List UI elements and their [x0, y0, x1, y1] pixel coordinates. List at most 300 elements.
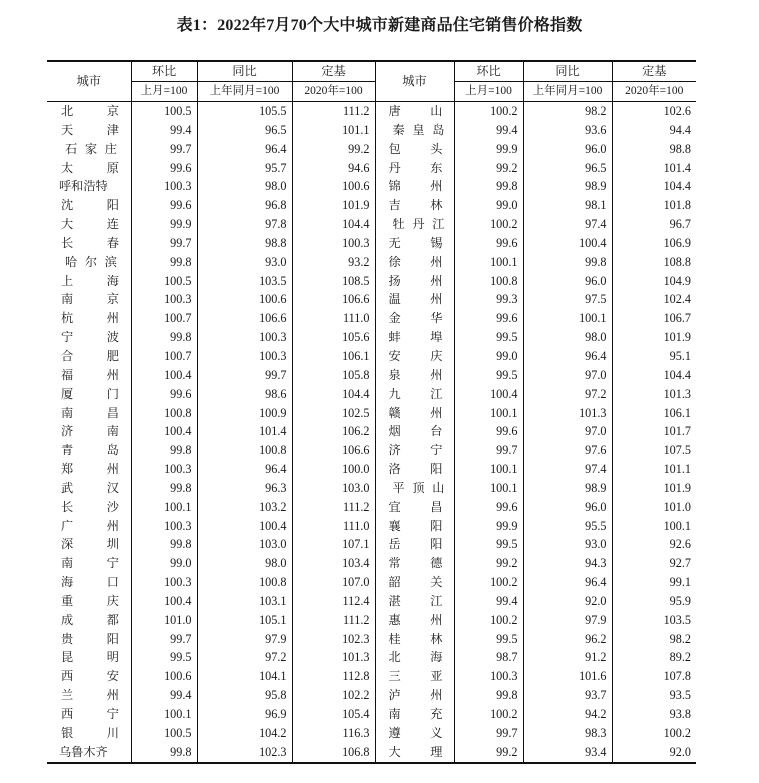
- mom-value-left: 100.8: [131, 404, 197, 423]
- base-value-right: 100.1: [612, 517, 696, 536]
- mom-value-left: 100.5: [131, 102, 197, 121]
- table-row: [47, 253, 696, 272]
- mom-value-left: 100.3: [131, 573, 197, 592]
- yoy-value-left: 97.2: [197, 648, 292, 667]
- base-value-right: 93.8: [612, 705, 696, 724]
- header-yoy-left: 同比: [197, 61, 292, 82]
- city-name-right-text: 烟台: [388, 424, 443, 439]
- yoy-value-left: 104.1: [197, 667, 292, 686]
- base-value-right: 92.7: [612, 554, 696, 573]
- base-value-left: 106.6: [292, 441, 375, 460]
- base-value-right: 92.0: [612, 743, 696, 763]
- city-name-right-text: 温州: [388, 292, 443, 307]
- table-row: [47, 404, 696, 423]
- base-value-right: 98.2: [612, 630, 696, 649]
- city-name-left: [47, 573, 131, 592]
- table-row: [47, 554, 696, 573]
- city-name-left: [47, 648, 131, 667]
- header-city-left: 城市: [47, 61, 131, 102]
- yoy-value-right: 100.4: [523, 234, 612, 253]
- subheader-mom-right: 上月=100: [454, 82, 523, 102]
- mom-value-left: 99.8: [131, 535, 197, 554]
- base-value-left: 102.3: [292, 630, 375, 649]
- city-name-left-text: 厦门: [61, 386, 119, 401]
- city-name-left-text: 哈尔滨: [65, 254, 117, 269]
- city-name-right: [375, 272, 454, 291]
- city-name-left: [47, 196, 131, 215]
- city-name-right: [375, 498, 454, 517]
- table-row: [47, 272, 696, 291]
- city-name-right-text: 吉林: [388, 198, 443, 213]
- base-value-left: 107.1: [292, 535, 375, 554]
- mom-value-right: 99.5: [454, 535, 523, 554]
- base-value-right: 101.0: [612, 498, 696, 517]
- mom-value-right: 99.6: [454, 422, 523, 441]
- mom-value-right: 99.8: [454, 686, 523, 705]
- yoy-value-left: 103.1: [197, 592, 292, 611]
- base-value-right: 108.8: [612, 253, 696, 272]
- city-name-left-text: 兰州: [61, 688, 119, 703]
- city-name-left: [47, 686, 131, 705]
- header-base-left: 定基: [292, 61, 375, 82]
- yoy-value-right: 96.0: [523, 140, 612, 159]
- city-name-right: [375, 460, 454, 479]
- city-name-right: [375, 630, 454, 649]
- yoy-value-right: 96.4: [523, 347, 612, 366]
- mom-value-right: 100.4: [454, 385, 523, 404]
- header-city-right: 城市: [375, 61, 454, 102]
- yoy-value-right: 97.5: [523, 290, 612, 309]
- table-row: [47, 328, 696, 347]
- city-name-left-text: 福州: [61, 367, 119, 382]
- city-name-right-text: 韶关: [388, 575, 443, 590]
- base-value-right: 94.4: [612, 121, 696, 140]
- city-name-left-text: 重庆: [61, 593, 119, 608]
- mom-value-left: 100.3: [131, 460, 197, 479]
- city-name-left-text: 西安: [61, 669, 119, 684]
- mom-value-right: 100.1: [454, 479, 523, 498]
- city-name-right-text: 济宁: [388, 443, 443, 458]
- subheader-base-right: 2020年=100: [612, 82, 696, 102]
- mom-value-left: 101.0: [131, 611, 197, 630]
- city-name-left: [47, 234, 131, 253]
- city-name-right: [375, 648, 454, 667]
- mom-value-right: 99.5: [454, 366, 523, 385]
- table-row: [47, 159, 696, 178]
- base-value-right: 95.1: [612, 347, 696, 366]
- city-name-right: [375, 404, 454, 423]
- table-row: [47, 743, 696, 763]
- yoy-value-right: 93.4: [523, 743, 612, 763]
- mom-value-left: 100.7: [131, 347, 197, 366]
- city-name-left: [47, 309, 131, 328]
- city-name-left: [47, 347, 131, 366]
- yoy-value-right: 94.2: [523, 705, 612, 724]
- mom-value-right: 99.5: [454, 630, 523, 649]
- city-name-right-text: 丹东: [388, 160, 443, 175]
- city-name-right-text: 九江: [388, 386, 443, 401]
- yoy-value-left: 100.3: [197, 328, 292, 347]
- base-value-right: 107.8: [612, 667, 696, 686]
- yoy-value-left: 103.2: [197, 498, 292, 517]
- base-value-left: 111.0: [292, 517, 375, 536]
- yoy-value-left: 103.5: [197, 272, 292, 291]
- mom-value-right: 99.9: [454, 140, 523, 159]
- yoy-value-right: 99.8: [523, 253, 612, 272]
- mom-value-left: 99.8: [131, 441, 197, 460]
- city-name-left: [47, 460, 131, 479]
- city-name-left: [47, 404, 131, 423]
- mom-value-left: 99.6: [131, 159, 197, 178]
- city-name-left-text: 深圳: [61, 537, 119, 552]
- subheader-yoy-left: 上年同月=100: [197, 82, 292, 102]
- base-value-left: 101.1: [292, 121, 375, 140]
- table-title: 表1：2022年7月70个大中城市新建商品住宅销售价格指数: [176, 17, 583, 34]
- mom-value-left: 100.1: [131, 498, 197, 517]
- base-value-left: 111.2: [292, 102, 375, 121]
- base-value-left: 105.8: [292, 366, 375, 385]
- city-name-left: [47, 441, 131, 460]
- base-value-right: 99.1: [612, 573, 696, 592]
- city-name-left-text: 呼和浩特: [59, 179, 108, 194]
- yoy-value-left: 100.8: [197, 573, 292, 592]
- base-value-left: 101.3: [292, 648, 375, 667]
- base-value-left: 93.2: [292, 253, 375, 272]
- city-name-left: [47, 215, 131, 234]
- mom-value-left: 100.4: [131, 366, 197, 385]
- base-value-left: 111.2: [292, 611, 375, 630]
- table-row: [47, 347, 696, 366]
- yoy-value-right: 100.1: [523, 309, 612, 328]
- table-row: [47, 196, 696, 215]
- city-name-right-text: 锦州: [388, 179, 443, 194]
- table-row: [47, 648, 696, 667]
- city-name-left: [47, 479, 131, 498]
- city-name-left: [47, 667, 131, 686]
- base-value-left: 101.9: [292, 196, 375, 215]
- mom-value-left: 99.8: [131, 479, 197, 498]
- mom-value-left: 99.5: [131, 648, 197, 667]
- yoy-value-right: 97.4: [523, 460, 612, 479]
- base-value-left: 103.0: [292, 479, 375, 498]
- yoy-value-left: 96.4: [197, 460, 292, 479]
- city-name-right: [375, 366, 454, 385]
- city-name-right: [375, 140, 454, 159]
- city-name-left: [47, 517, 131, 536]
- yoy-value-left: 95.7: [197, 159, 292, 178]
- city-name-left-text: 石家庄: [65, 141, 117, 156]
- yoy-value-left: 97.9: [197, 630, 292, 649]
- yoy-value-right: 98.1: [523, 196, 612, 215]
- city-name-left: [47, 498, 131, 517]
- city-name-left-text: 西宁: [61, 707, 119, 721]
- city-name-right-text: 宜昌: [388, 499, 443, 514]
- base-value-right: 101.9: [612, 479, 696, 498]
- base-value-left: 100.6: [292, 177, 375, 196]
- yoy-value-left: 100.4: [197, 517, 292, 536]
- city-name-right-text: 扬州: [388, 273, 443, 288]
- city-name-right: [375, 592, 454, 611]
- city-name-left: [47, 140, 131, 159]
- city-name-right: [375, 667, 454, 686]
- city-name-right: [375, 724, 454, 743]
- city-name-right: [375, 385, 454, 404]
- base-value-left: 112.4: [292, 592, 375, 611]
- city-name-left-text: 青岛: [61, 443, 119, 458]
- city-name-left-text: 南宁: [61, 556, 119, 571]
- base-value-right: 107.5: [612, 441, 696, 460]
- mom-value-right: 100.1: [454, 253, 523, 272]
- base-value-right: 96.7: [612, 215, 696, 234]
- yoy-value-right: 97.9: [523, 611, 612, 630]
- mom-value-right: 99.6: [454, 498, 523, 517]
- base-value-left: 106.1: [292, 347, 375, 366]
- city-name-right: [375, 159, 454, 178]
- city-name-left: [47, 328, 131, 347]
- yoy-value-left: 96.4: [197, 140, 292, 159]
- base-value-left: 103.4: [292, 554, 375, 573]
- yoy-value-left: 102.3: [197, 743, 292, 763]
- mom-value-left: 99.4: [131, 686, 197, 705]
- yoy-value-right: 97.0: [523, 366, 612, 385]
- yoy-value-right: 91.2: [523, 648, 612, 667]
- mom-value-left: 99.4: [131, 121, 197, 140]
- base-value-right: 106.1: [612, 404, 696, 423]
- city-name-right-text: 洛阳: [388, 462, 443, 477]
- table-row: [47, 611, 696, 630]
- table-row: [47, 102, 696, 121]
- city-name-left: [47, 272, 131, 291]
- city-name-right-text: 无锡: [388, 235, 443, 250]
- base-value-left: 102.2: [292, 686, 375, 705]
- mom-value-left: 99.6: [131, 385, 197, 404]
- base-value-left: 94.6: [292, 159, 375, 178]
- city-name-right: [375, 686, 454, 705]
- mom-value-left: 99.9: [131, 215, 197, 234]
- base-value-left: 111.0: [292, 309, 375, 328]
- table-row: [47, 667, 696, 686]
- base-value-right: 92.6: [612, 535, 696, 554]
- yoy-value-right: 94.3: [523, 554, 612, 573]
- table-row: [47, 121, 696, 140]
- city-name-left-text: 太原: [61, 160, 119, 175]
- mom-value-left: 100.3: [131, 177, 197, 196]
- mom-value-left: 100.7: [131, 309, 197, 328]
- base-value-right: 95.9: [612, 592, 696, 611]
- city-name-right-text: 南充: [388, 707, 443, 721]
- city-name-left-text: 合肥: [61, 348, 119, 363]
- city-name-left: [47, 366, 131, 385]
- city-name-left-text: 南京: [61, 292, 119, 307]
- city-name-right-text: 北海: [388, 650, 443, 665]
- mom-value-right: 99.5: [454, 328, 523, 347]
- city-name-right-text: 平顶山: [392, 480, 445, 495]
- base-value-right: 103.5: [612, 611, 696, 630]
- yoy-value-left: 93.0: [197, 253, 292, 272]
- city-name-left-text: 南昌: [61, 405, 119, 420]
- city-name-right-text: 安庆: [388, 348, 443, 363]
- mom-value-right: 98.7: [454, 648, 523, 667]
- mom-value-left: 99.7: [131, 234, 197, 253]
- subheader-base-left: 2020年=100: [292, 82, 375, 102]
- mom-value-left: 100.5: [131, 272, 197, 291]
- city-name-left: [47, 121, 131, 140]
- header-yoy-right: 同比: [523, 61, 612, 82]
- mom-value-right: 99.6: [454, 234, 523, 253]
- yoy-value-right: 98.9: [523, 479, 612, 498]
- base-value-right: 104.4: [612, 177, 696, 196]
- city-name-left: [47, 554, 131, 573]
- mom-value-left: 99.7: [131, 140, 197, 159]
- yoy-value-right: 101.3: [523, 404, 612, 423]
- base-value-right: 101.4: [612, 159, 696, 178]
- city-name-right: [375, 215, 454, 234]
- city-name-right: [375, 705, 454, 724]
- city-name-left: [47, 724, 131, 743]
- mom-value-right: 99.8: [454, 177, 523, 196]
- yoy-value-right: 97.2: [523, 385, 612, 404]
- yoy-value-right: 96.0: [523, 272, 612, 291]
- mom-value-left: 100.4: [131, 422, 197, 441]
- mom-value-left: 100.4: [131, 592, 197, 611]
- yoy-value-left: 100.9: [197, 404, 292, 423]
- table-row: [47, 441, 696, 460]
- city-name-left: [47, 743, 131, 763]
- table-row: [47, 140, 696, 159]
- yoy-value-left: 100.3: [197, 347, 292, 366]
- mom-value-right: 99.0: [454, 347, 523, 366]
- mom-value-right: 99.0: [454, 196, 523, 215]
- table-row: [47, 630, 696, 649]
- city-name-right: [375, 196, 454, 215]
- city-name-left-text: 长沙: [61, 499, 119, 514]
- city-name-left-text: 沈阳: [61, 198, 119, 213]
- yoy-value-left: 105.5: [197, 102, 292, 121]
- mom-value-right: 99.7: [454, 441, 523, 460]
- yoy-value-left: 103.0: [197, 535, 292, 554]
- yoy-value-right: 93.7: [523, 686, 612, 705]
- city-name-right: [375, 743, 454, 763]
- city-name-right: [375, 234, 454, 253]
- yoy-value-left: 105.1: [197, 611, 292, 630]
- base-value-right: 101.8: [612, 196, 696, 215]
- table-row: [47, 215, 696, 234]
- city-name-right-text: 遵义: [388, 725, 443, 740]
- price-index-table: [47, 60, 696, 764]
- table-row: [47, 460, 696, 479]
- base-value-left: 106.2: [292, 422, 375, 441]
- table-row: [47, 385, 696, 404]
- city-name-left: [47, 253, 131, 272]
- city-name-right-text: 湛江: [388, 593, 443, 608]
- city-name-left-text: 昆明: [61, 650, 119, 665]
- base-value-left: 106.6: [292, 290, 375, 309]
- base-value-left: 112.8: [292, 667, 375, 686]
- city-name-left-text: 上海: [61, 273, 119, 288]
- base-value-left: 104.4: [292, 385, 375, 404]
- yoy-value-left: 98.0: [197, 177, 292, 196]
- city-name-left-text: 贵阳: [61, 631, 119, 646]
- city-name-right: [375, 517, 454, 536]
- mom-value-right: 99.9: [454, 517, 523, 536]
- mom-value-right: 100.2: [454, 102, 523, 121]
- base-value-left: 107.0: [292, 573, 375, 592]
- city-name-left: [47, 102, 131, 121]
- yoy-value-right: 96.4: [523, 573, 612, 592]
- base-value-left: 102.5: [292, 404, 375, 423]
- table-row: [47, 535, 696, 554]
- base-value-right: 89.2: [612, 648, 696, 667]
- city-name-right: [375, 441, 454, 460]
- base-value-left: 99.2: [292, 140, 375, 159]
- city-name-right-text: 徐州: [388, 254, 443, 269]
- city-name-left: [47, 422, 131, 441]
- yoy-value-left: 97.8: [197, 215, 292, 234]
- city-name-right-text: 秦皇岛: [392, 122, 445, 137]
- mom-value-left: 99.7: [131, 630, 197, 649]
- table-row: [47, 498, 696, 517]
- mom-value-left: 99.8: [131, 253, 197, 272]
- mom-value-right: 100.1: [454, 460, 523, 479]
- base-value-left: 116.3: [292, 724, 375, 743]
- yoy-value-left: 96.8: [197, 196, 292, 215]
- yoy-value-right: 95.5: [523, 517, 612, 536]
- yoy-value-left: 100.8: [197, 441, 292, 460]
- city-name-left-text: 广州: [61, 518, 119, 533]
- table-row: [47, 686, 696, 705]
- city-name-left-text: 成都: [61, 612, 119, 627]
- city-name-right-text: 桂林: [388, 631, 443, 646]
- city-name-right-text: 赣州: [388, 405, 443, 420]
- mom-value-right: 100.3: [454, 667, 523, 686]
- yoy-value-right: 98.9: [523, 177, 612, 196]
- mom-value-right: 100.2: [454, 573, 523, 592]
- city-name-left: [47, 385, 131, 404]
- yoy-value-left: 98.6: [197, 385, 292, 404]
- yoy-value-right: 96.2: [523, 630, 612, 649]
- base-value-right: 101.1: [612, 460, 696, 479]
- base-value-left: 100.3: [292, 234, 375, 253]
- city-name-left-text: 武汉: [61, 480, 119, 495]
- mom-value-right: 99.4: [454, 592, 523, 611]
- city-name-left: [47, 592, 131, 611]
- mom-value-left: 99.8: [131, 743, 197, 763]
- city-name-right-text: 唐山: [388, 104, 443, 118]
- base-value-left: 104.4: [292, 215, 375, 234]
- mom-value-right: 99.2: [454, 159, 523, 178]
- mom-value-right: 100.2: [454, 611, 523, 630]
- city-name-right: [375, 102, 454, 121]
- city-name-right-text: 泸州: [388, 688, 443, 703]
- city-name-right-text: 泉州: [388, 367, 443, 382]
- city-name-left: [47, 611, 131, 630]
- yoy-value-left: 100.6: [197, 290, 292, 309]
- mom-value-left: 100.3: [131, 290, 197, 309]
- mom-value-right: 99.6: [454, 309, 523, 328]
- city-name-left-text: 海口: [61, 575, 119, 590]
- yoy-value-right: 97.4: [523, 215, 612, 234]
- city-name-right: [375, 347, 454, 366]
- base-value-right: 100.2: [612, 724, 696, 743]
- yoy-value-right: 93.6: [523, 121, 612, 140]
- base-value-right: 104.4: [612, 366, 696, 385]
- yoy-value-left: 98.0: [197, 554, 292, 573]
- base-value-right: 101.3: [612, 385, 696, 404]
- yoy-value-left: 104.2: [197, 724, 292, 743]
- city-name-right-text: 蚌埠: [388, 330, 443, 345]
- city-name-right-text: 三亚: [388, 669, 443, 684]
- yoy-value-right: 92.0: [523, 592, 612, 611]
